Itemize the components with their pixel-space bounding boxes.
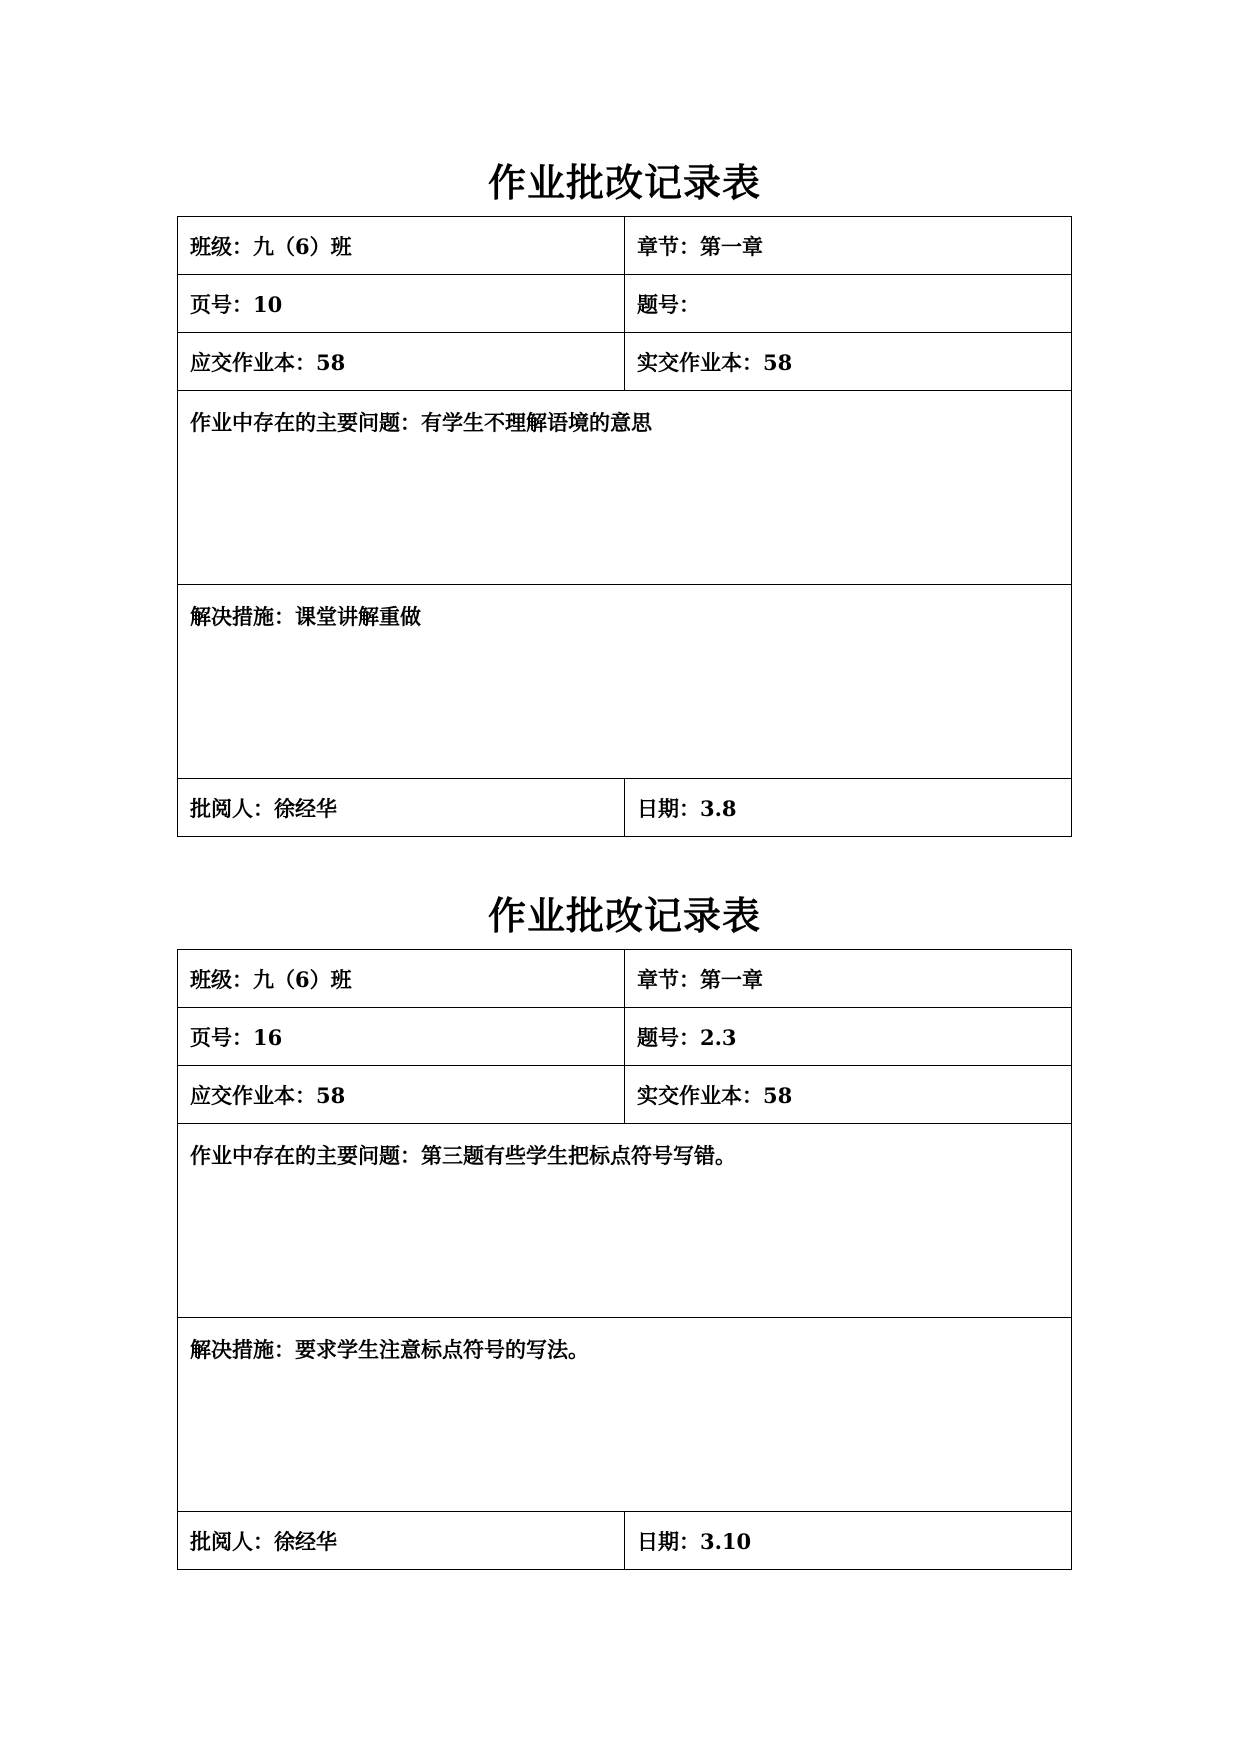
class-cell: 班级：九（6）班 [178, 217, 625, 275]
class-cell: 班级：九（6）班 [178, 950, 625, 1008]
chapter-cell: 章节：第一章 [625, 950, 1072, 1008]
homework-record-2 [177, 883, 1072, 1570]
table-row [178, 275, 1072, 333]
table-row [178, 217, 1072, 275]
table-row [178, 1318, 1072, 1512]
reviewer-cell: 批阅人：徐经华 [178, 1512, 625, 1570]
record-title: 作业批改记录表 [487, 893, 761, 938]
measures-cell: 解决措施：要求学生注意标点符号的写法。 [178, 1318, 1072, 1512]
record-title: 作业批改记录表 [487, 160, 761, 205]
measures-cell: 解决措施：课堂讲解重做 [178, 585, 1072, 779]
problems-cell: 作业中存在的主要问题：第三题有些学生把标点符号写错。 [178, 1124, 1072, 1318]
reviewer-cell: 批阅人：徐经华 [178, 779, 625, 837]
date-cell: 日期：3.8 [625, 779, 1072, 837]
table-row [178, 1512, 1072, 1570]
table-row [178, 779, 1072, 837]
table-row [178, 950, 1072, 1008]
problems-cell: 作业中存在的主要问题：有学生不理解语境的意思 [178, 391, 1072, 585]
chapter-cell: 章节：第一章 [625, 217, 1072, 275]
record-table [177, 949, 1072, 1570]
table-row [178, 585, 1072, 779]
table-row [178, 1008, 1072, 1066]
homework-record-1 [177, 150, 1072, 837]
table-row [178, 1124, 1072, 1318]
question-number-cell: 题号： [625, 275, 1072, 333]
table-row [178, 333, 1072, 391]
question-number-cell: 题号：2.3 [625, 1008, 1072, 1066]
submitted-count-cell: 实交作业本：58 [625, 333, 1072, 391]
date-cell: 日期：3.10 [625, 1512, 1072, 1570]
due-count-cell: 应交作业本：58 [178, 1066, 625, 1124]
table-row [178, 391, 1072, 585]
table-row [178, 1066, 1072, 1124]
submitted-count-cell: 实交作业本：58 [625, 1066, 1072, 1124]
due-count-cell: 应交作业本：58 [178, 333, 625, 391]
page-number-cell: 页号：16 [178, 1008, 625, 1066]
page-number-cell: 页号：10 [178, 275, 625, 333]
record-table [177, 216, 1072, 837]
